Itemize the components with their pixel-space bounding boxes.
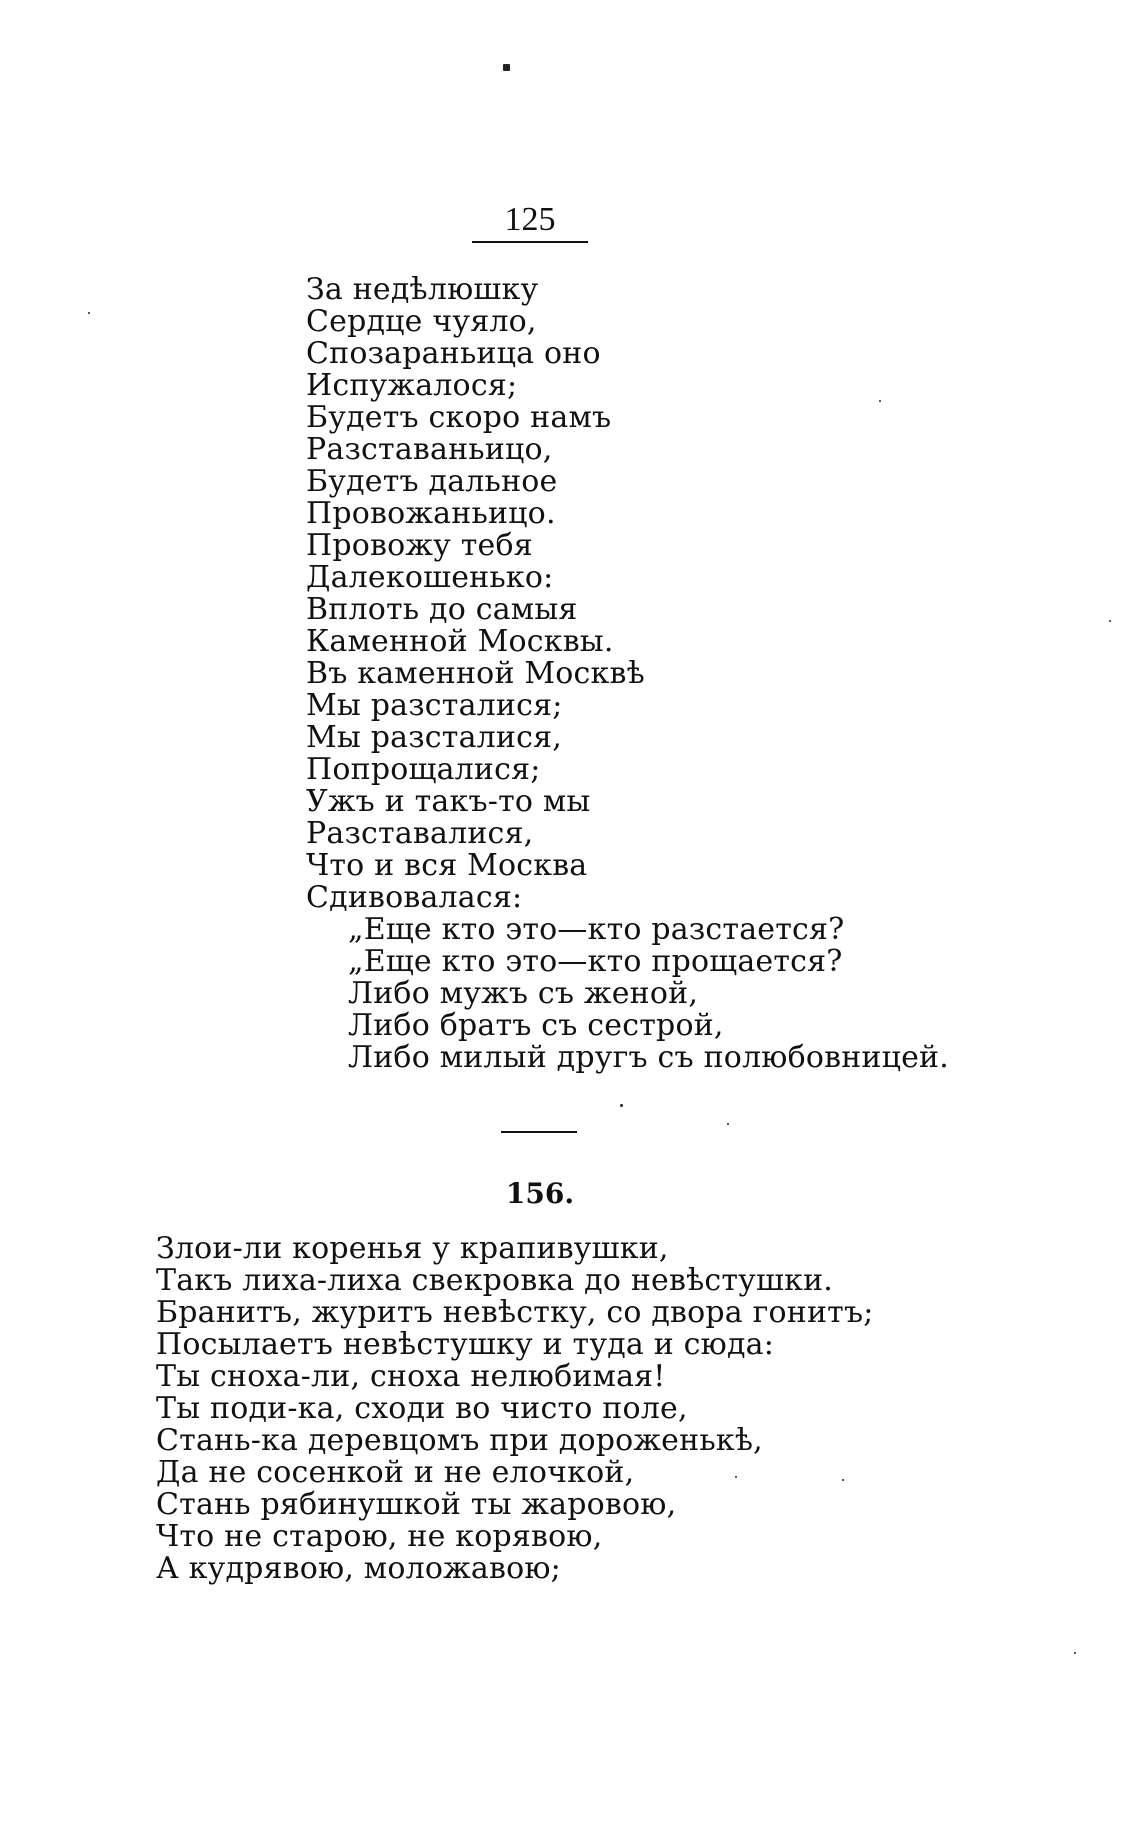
poem-continued [306, 274, 949, 1074]
verse-line: Провожаньицо. [306, 496, 556, 531]
verse-line: Далекошенько: [306, 560, 554, 595]
verse-line: Ты сноха-ли, сноха нелюбимая! [156, 1359, 666, 1394]
verse-line: Бранитъ, журитъ невѣстку, со двора гонитъ; [156, 1295, 874, 1330]
verse-line: Въ каменной Москвѣ [306, 656, 645, 691]
verse-line: Испужалося; [306, 368, 518, 403]
verse-line: Да не сосенкой и не елочкой, [156, 1455, 635, 1490]
verse-line: Спозараньица оно [306, 336, 601, 371]
page-number: 125 [504, 201, 556, 238]
verse-line: Мы разсталися, [306, 720, 562, 755]
verse-line: Разставаньицо, [306, 432, 553, 467]
verse-line: Попрощалися; [306, 752, 541, 787]
indented-verse-line: Либо братъ съ сестрой, [348, 1008, 724, 1043]
verse-line: Злои-ли коренья у крапивушки, [156, 1231, 669, 1266]
verse-line: Мы разсталися; [306, 688, 563, 723]
header-rule [472, 241, 588, 243]
verse-line: Будетъ дальное [306, 464, 558, 499]
verse-line: Что и вся Москва [306, 848, 588, 883]
verse-line: Вплоть до самыя [306, 592, 578, 627]
section-divider [501, 1131, 577, 1133]
ink-speck [1109, 620, 1111, 622]
indented-verse-line: Либо мужъ съ женой, [348, 976, 699, 1011]
verse-line: Стань рябинушкой ты жаровою, [156, 1487, 677, 1522]
ink-speck [727, 1123, 729, 1125]
verse-line: Ты поди-ка, сходи во чисто поле, [156, 1391, 688, 1426]
verse-line: За недѣлюшку [306, 272, 539, 307]
verse-line: Разставалися, [306, 816, 534, 851]
ink-speck [620, 1104, 623, 1107]
verse-line: Сдивовалася: [306, 880, 523, 915]
verse-line: Такъ лиха-лиха свекровка до невѣстушки. [156, 1263, 833, 1298]
ink-speck [1074, 1652, 1076, 1654]
verse-line: Что не старою, не корявою, [156, 1519, 603, 1554]
next-poem [156, 1233, 874, 1585]
verse-line: А кудрявою, моложавою; [156, 1551, 561, 1586]
verse-line: Будетъ скоро намъ [306, 400, 612, 435]
verse-line: Посылаетъ невѣстушку и туда и сюда: [156, 1327, 775, 1362]
indented-verse-line: Либо милый другъ съ полюбовницей. [348, 1040, 949, 1075]
indented-verse-line: „Еще кто это—кто разстается? [348, 912, 845, 947]
verse-line: Сердце чуяло, [306, 304, 537, 339]
ink-speck [88, 312, 90, 314]
indented-verse-line: „Еще кто это—кто прощается? [348, 944, 843, 979]
ink-speck [503, 64, 510, 71]
verse-line: Стань-ка деревцомъ при дороженькѣ, [156, 1423, 763, 1458]
verse-line: Каменной Москвы. [306, 624, 614, 659]
verse-line: Провожу тебя [306, 528, 533, 563]
poem-number: 156. [505, 1177, 575, 1210]
verse-line: Ужъ и такъ-то мы [306, 784, 591, 819]
